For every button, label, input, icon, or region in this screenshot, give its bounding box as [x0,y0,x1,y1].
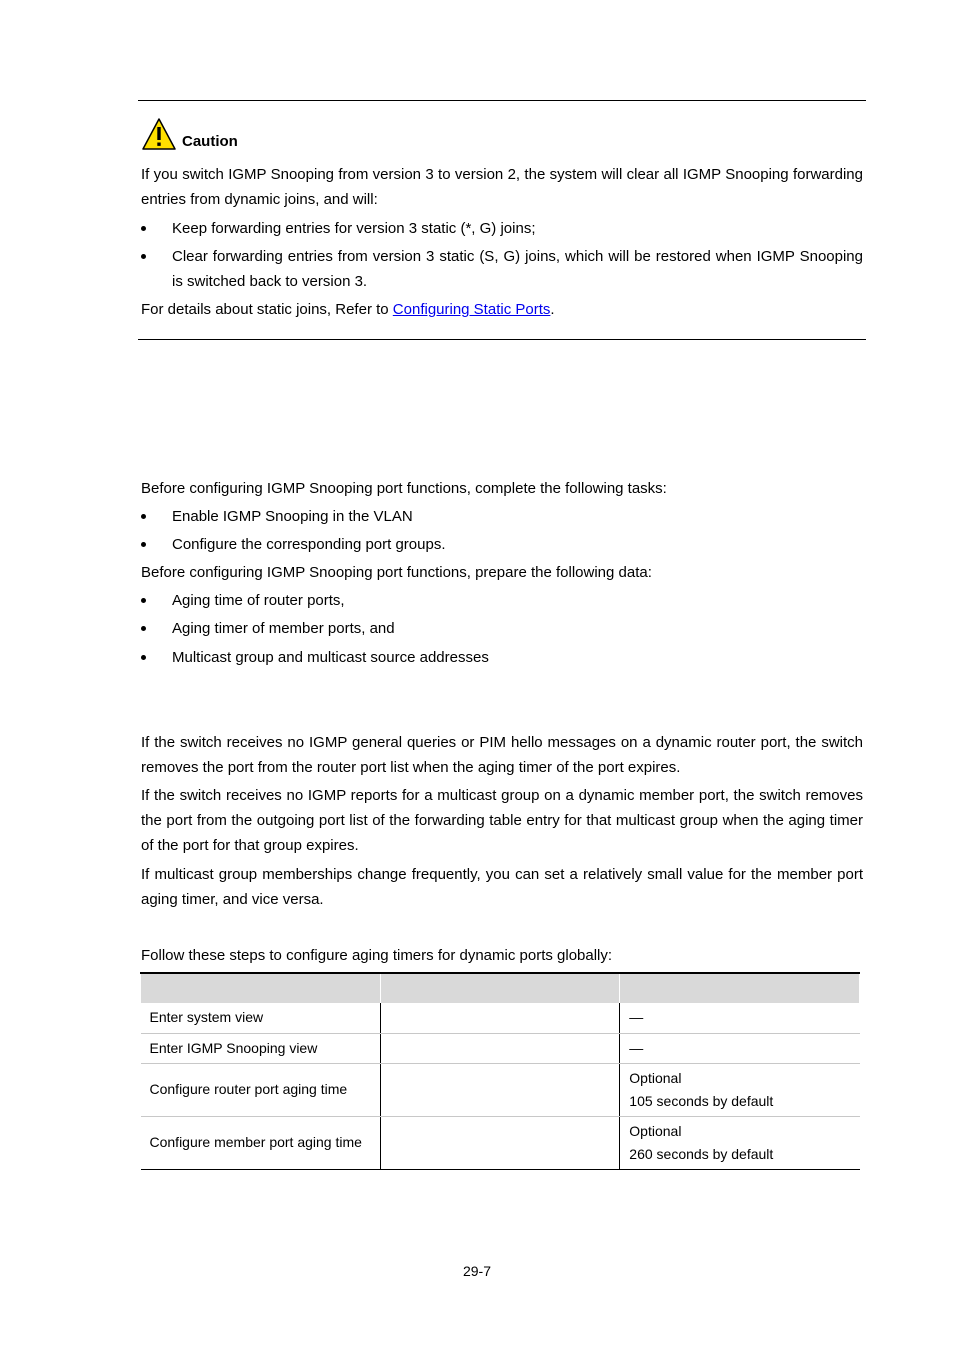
table-cell-remarks: — [620,1033,860,1063]
bullet-icon [141,254,146,259]
table-cell-action: Configure member port aging time [141,1116,381,1169]
warning-icon [141,117,177,151]
table-cell-remarks: — [620,1003,860,1033]
bullet-icon [141,226,146,231]
steps-intro: Follow these steps to configure aging timers for dynamic ports globally: [141,947,613,964]
caution-top-rule [138,100,866,101]
table-cell-remarks: Optional 105 seconds by default [620,1063,860,1116]
list-item: Multicast group and multicast source addresses [141,645,863,670]
table-header-cell [380,973,620,1003]
table-cell-remarks: Optional 260 seconds by default [620,1116,860,1169]
list-item: Configure the corresponding port groups. [141,532,863,557]
table-cell-action: Enter IGMP Snooping view [141,1033,381,1063]
list-item: Aging time of router ports, [141,588,863,613]
table-header-cell [141,973,381,1003]
bullet-icon [141,655,146,660]
bullet-icon [141,542,146,547]
aging-timer-steps-table [140,972,860,1170]
list-item: Keep forwarding entries for version 3 static (*, G) joins; [141,216,863,241]
prereq-data-intro: Before configuring IGMP Snooping port functions, prepare the following data: [141,564,652,581]
table-cell-command [380,1063,620,1116]
bullet-icon [141,598,146,603]
table-cell-command [380,1003,620,1033]
table-cell-command [380,1116,620,1169]
table-row [141,1033,860,1063]
list-item: Enable IGMP Snooping in the VLAN [141,504,863,529]
caution-label: Caution [182,133,238,150]
table-cell-command [380,1033,620,1063]
aging-paragraph-router: If the switch receives no IGMP general queries or PIM hello messages on a dynamic router port, the switch removes the port from the router port list when the aging timer of the port expires. [141,734,863,776]
table-header-row [141,973,860,1003]
list-item: Aging timer of member ports, and [141,616,863,641]
table-row [141,1003,860,1033]
bullet-icon [141,626,146,631]
bullet-icon [141,514,146,519]
aging-paragraph-member: If the switch receives no IGMP reports for a multicast group on a dynamic member port, the switch removes the port from the outgoing port list of the forwarding table entry for that multicast group when the aging timer of the port for that group expires. [141,787,863,854]
caution-intro: If you switch IGMP Snooping from version 3 to version 2, the system will clear all IGMP Snooping forwarding entries from dynamic joins, and will: [141,166,863,208]
page-number: 29-7 [462,1263,492,1279]
prereq-tasks-intro: Before configuring IGMP Snooping port functions, complete the following tasks: [141,480,667,497]
list-item: Clear forwarding entries from version 3 static (S, G) joins, which will be restored when IGMP Snooping is switched back to version 3. [141,244,863,294]
table-row [141,1063,860,1116]
caution-bottom-rule [138,339,866,340]
table-cell-action: Enter system view [141,1003,381,1033]
table-row [141,1116,860,1169]
aging-paragraph-tuning: If multicast group memberships change frequently, you can set a relatively small value for the member port aging timer, and vice versa. [141,866,863,908]
table-cell-action: Configure router port aging time [141,1063,381,1116]
table-header-cell [620,973,860,1003]
caution-details: For details about static joins, Refer to Configuring Static Ports. [141,301,555,318]
configuring-static-ports-link[interactable]: Configuring Static Ports [392,301,551,318]
